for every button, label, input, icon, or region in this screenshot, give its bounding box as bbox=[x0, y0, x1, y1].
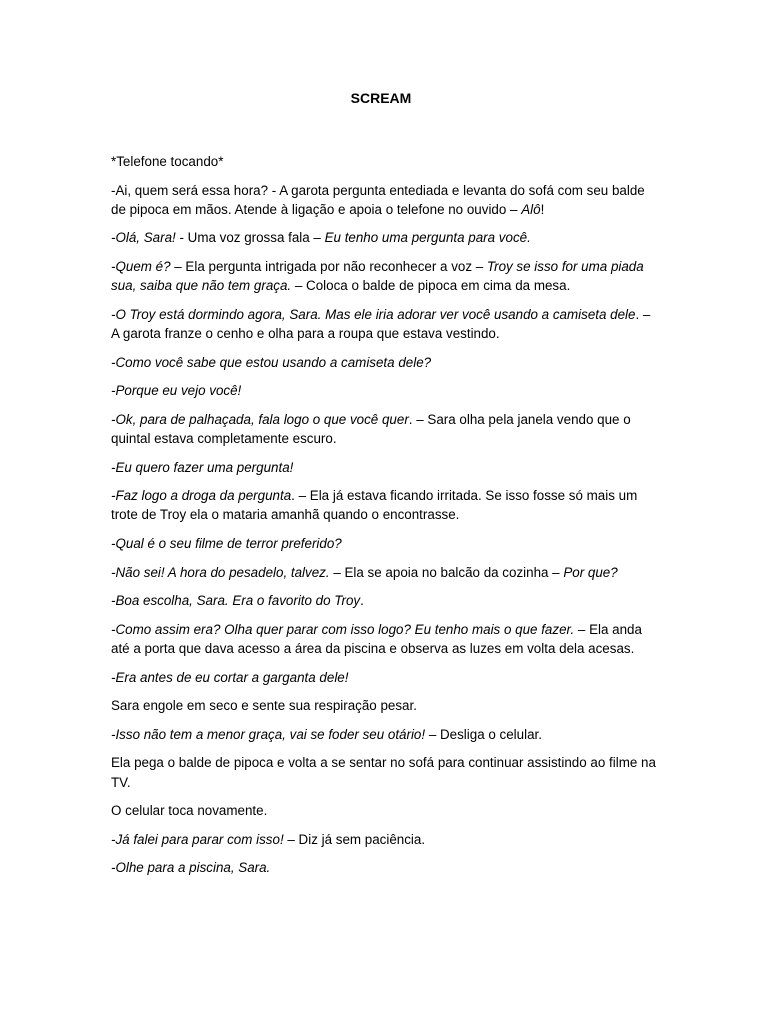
paragraph bbox=[111, 381, 657, 400]
text-run: . – Ela já estava ficando irritada. Se isso fosse só mais um trote de Troy ela o mataria amanhã quando o encontrasse. bbox=[111, 488, 638, 523]
italic-text-run: -Olhe para a piscina, Sara. bbox=[111, 860, 271, 876]
text-run: – Diz já sem paciência. bbox=[283, 831, 426, 847]
italic-text-run: -Olá, Sara! bbox=[111, 230, 180, 246]
text-run: . – Sara olha pela janela vendo que o quintal estava completamente escuro. bbox=[111, 411, 631, 446]
paragraph bbox=[111, 305, 657, 343]
paragraph bbox=[111, 152, 657, 171]
paragraph bbox=[111, 725, 657, 744]
text-run: . – A garota franze o cenho e olha para a roupa que estava vestindo. bbox=[111, 306, 651, 341]
text-run: – Ela se apoia no balcão da cozinha – bbox=[329, 564, 564, 580]
text-run: - Uma voz grossa fala – bbox=[179, 230, 325, 246]
italic-text-run: -Como assim era? Olha quer parar com isso logo? Eu tenho mais o que fazer. bbox=[111, 621, 575, 637]
italic-text-run: -O Troy está dormindo agora, Sara. Mas ele iria adorar ver você usando a camiseta dele bbox=[111, 306, 636, 322]
italic-text-run: -Qual é o seu filme de terror preferido? bbox=[111, 535, 342, 551]
italic-text-run: -Não sei! A hora do pesadelo, talvez. bbox=[111, 564, 330, 580]
italic-text-run: Troy se isso for uma piada sua, saiba que não tem graça. bbox=[111, 258, 644, 294]
text-run: O celular toca novamente. bbox=[111, 803, 268, 819]
paragraph bbox=[111, 858, 657, 877]
paragraph bbox=[111, 181, 657, 219]
italic-text-run: Por que? bbox=[563, 564, 618, 580]
document-body bbox=[111, 152, 657, 887]
document-title: SCREAM bbox=[350, 90, 412, 106]
text-run: -Ai, quem será essa hora? - A garota pergunta entediada e levanta do sofá com seu balde de pipoca em mãos. Atende à ligação e apoia o telefone no ouvido – bbox=[111, 182, 645, 217]
text-run: – Ela pergunta intrigada por não reconhecer a voz – bbox=[170, 258, 487, 274]
italic-text-run: Alô bbox=[521, 201, 541, 217]
text-run: Ela pega o balde de pipoca e volta a se sentar no sofá para continuar assistindo ao filme na TV. bbox=[111, 755, 656, 790]
paragraph bbox=[111, 801, 657, 820]
italic-text-run: -Ok, para de palhaçada, fala logo o que você quer bbox=[111, 411, 409, 427]
italic-text-run: -Porque eu vejo você! bbox=[111, 383, 242, 399]
italic-text-run: -Boa escolha, Sara. Era o favorito do Troy bbox=[111, 593, 361, 609]
paragraph bbox=[111, 753, 657, 791]
italic-text-run: -Já falei para parar com isso! bbox=[111, 831, 284, 847]
paragraph bbox=[111, 353, 657, 372]
paragraph bbox=[111, 668, 657, 687]
italic-text-run: -Isso não tem a menor graça, vai se foder seu otário! bbox=[111, 726, 426, 742]
text-run: *Telefone tocando* bbox=[111, 154, 224, 169]
paragraph bbox=[111, 486, 657, 524]
text-run: . bbox=[360, 593, 364, 609]
text-run: Sara engole em seco e sente sua respiração pesar. bbox=[111, 698, 417, 714]
italic-text-run: -Eu quero fazer uma pergunta! bbox=[111, 459, 294, 475]
paragraph bbox=[111, 696, 657, 715]
paragraph bbox=[111, 830, 657, 849]
italic-text-run: -Faz logo a droga da pergunta bbox=[111, 488, 292, 504]
text-run: ! bbox=[540, 201, 545, 217]
italic-text-run: -Como você sabe que estou usando a camiseta dele? bbox=[111, 354, 432, 370]
italic-text-run: -Era antes de eu cortar a garganta dele! bbox=[111, 669, 349, 685]
italic-text-run: Eu tenho uma pergunta para você. bbox=[324, 230, 531, 246]
paragraph bbox=[111, 410, 657, 448]
paragraph bbox=[111, 591, 657, 610]
paragraph bbox=[111, 257, 657, 295]
paragraph bbox=[111, 228, 657, 247]
paragraph bbox=[111, 458, 657, 477]
text-run: – Ela anda até a porta que dava acesso a área da piscina e observa as luzes em volta dela acesas. bbox=[111, 621, 642, 656]
paragraph bbox=[111, 620, 657, 658]
paragraph bbox=[111, 563, 657, 582]
text-run: – Desliga o celular. bbox=[425, 726, 542, 742]
text-run: – Coloca o balde de pipoca em cima da mesa. bbox=[291, 278, 571, 294]
paragraph bbox=[111, 534, 657, 553]
italic-text-run: -Quem é? bbox=[111, 258, 171, 274]
